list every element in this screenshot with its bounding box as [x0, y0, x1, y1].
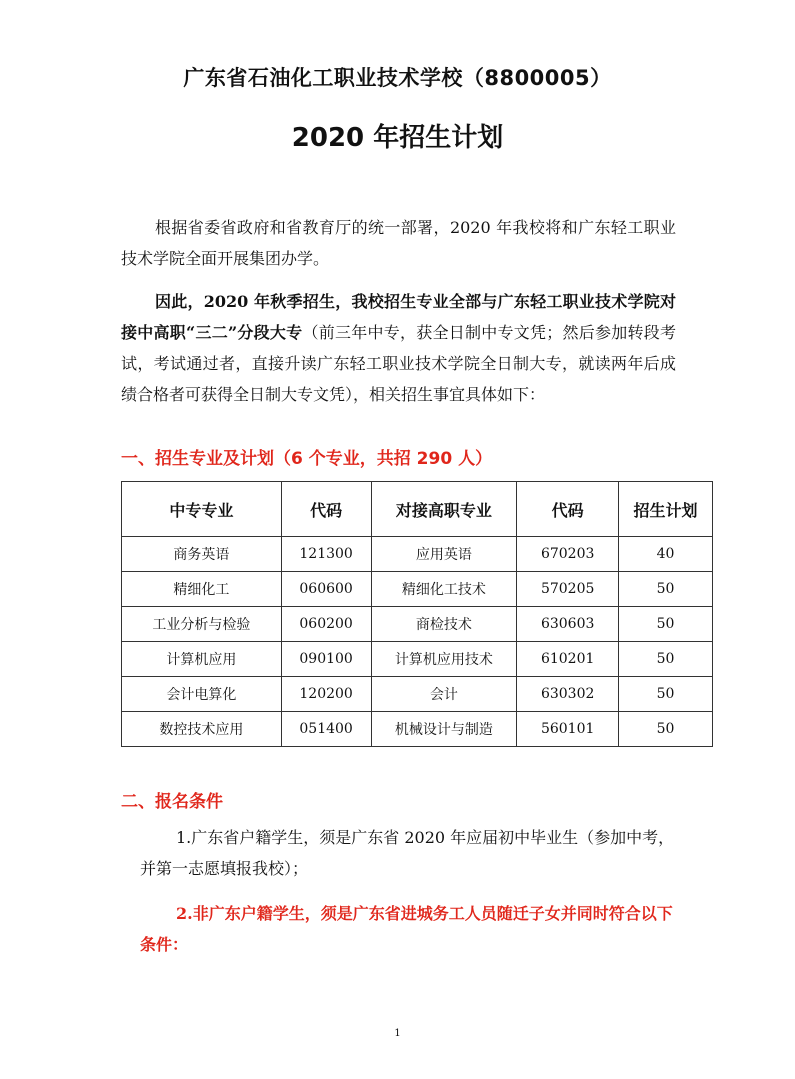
cell-major: 计算机应用 — [122, 642, 282, 677]
cell-quota: 50 — [619, 642, 713, 677]
cell-college-code: 630302 — [517, 677, 619, 712]
cell-major: 数控技术应用 — [122, 712, 282, 747]
table-row — [122, 572, 713, 607]
cell-college-code: 610201 — [517, 642, 619, 677]
cell-college-code: 560101 — [517, 712, 619, 747]
intro-paragraph-2-bold: 因此，2020 年秋季招生，我校招生专业全部与广东轻工职业技术学院对接中高职“三二”分段大专 — [121, 292, 676, 342]
section-2-heading: 二、报名条件 — [121, 792, 223, 812]
condition-2: 2.非广东户籍学生，须是广东省进城务工人员随迁子女并同时符合以下条件： — [140, 904, 673, 954]
enrollment-plan-table — [121, 481, 713, 747]
table-row — [122, 607, 713, 642]
cell-code: 051400 — [281, 712, 371, 747]
cell-quota: 50 — [619, 572, 713, 607]
cell-college-major: 精细化工技术 — [371, 572, 517, 607]
cell-code: 060600 — [281, 572, 371, 607]
cell-quota: 40 — [619, 537, 713, 572]
cell-college-major: 应用英语 — [371, 537, 517, 572]
intro-paragraph-2-rest: （前三年中专，获全日制中专文凭；然后参加转段考试，考试通过者，直接升读广东轻工职业技术学院全日制大专，就读两年后成绩合格者可获得全日制大专文凭），相关招生事宜具体如下： — [121, 323, 676, 404]
cell-code: 121300 — [281, 537, 371, 572]
cell-college-code: 570205 — [517, 572, 619, 607]
cell-college-major: 商检技术 — [371, 607, 517, 642]
cell-quota: 50 — [619, 607, 713, 642]
condition-1: 1.广东省户籍学生，须是广东省 2020 年应届初中毕业生（参加中考，并第一志愿填报我校）； — [140, 828, 675, 878]
header-cell-code: 代码 — [281, 482, 371, 537]
section-1-heading: 一、招生专业及计划（6 个专业，共招 290 人） — [121, 449, 493, 469]
cell-code: 120200 — [281, 677, 371, 712]
table-row — [122, 537, 713, 572]
header-cell-college-major: 对接高职专业 — [371, 482, 517, 537]
cell-quota: 50 — [619, 677, 713, 712]
table-header-row — [122, 482, 713, 537]
table-row — [122, 642, 713, 677]
cell-major: 工业分析与检验 — [122, 607, 282, 642]
intro-paragraph-1: 根据省委省政府和省教育厅的统一部署，2020 年我校将和广东轻工职业技术学院全面开展集团办学。 — [121, 218, 676, 268]
header-cell-college-code: 代码 — [517, 482, 619, 537]
cell-major: 会计电算化 — [122, 677, 282, 712]
table-row — [122, 677, 713, 712]
cell-major: 精细化工 — [122, 572, 282, 607]
school-title: 广东省石油化工职业技术学校（8800005） — [183, 66, 612, 90]
cell-college-code: 670203 — [517, 537, 619, 572]
intro-paragraph-2 — [121, 286, 676, 410]
cell-major: 商务英语 — [122, 537, 282, 572]
header-cell-major: 中专专业 — [122, 482, 282, 537]
cell-quota: 50 — [619, 712, 713, 747]
table-row — [122, 712, 713, 747]
cell-college-major: 计算机应用技术 — [371, 642, 517, 677]
cell-college-major: 会计 — [371, 677, 517, 712]
header-cell-quota: 招生计划 — [619, 482, 713, 537]
cell-college-code: 630603 — [517, 607, 619, 642]
cell-code: 090100 — [281, 642, 371, 677]
plan-title: 2020 年招生计划 — [291, 123, 504, 153]
page-number: 1 — [394, 1028, 401, 1039]
cell-college-major: 机械设计与制造 — [371, 712, 517, 747]
cell-code: 060200 — [281, 607, 371, 642]
